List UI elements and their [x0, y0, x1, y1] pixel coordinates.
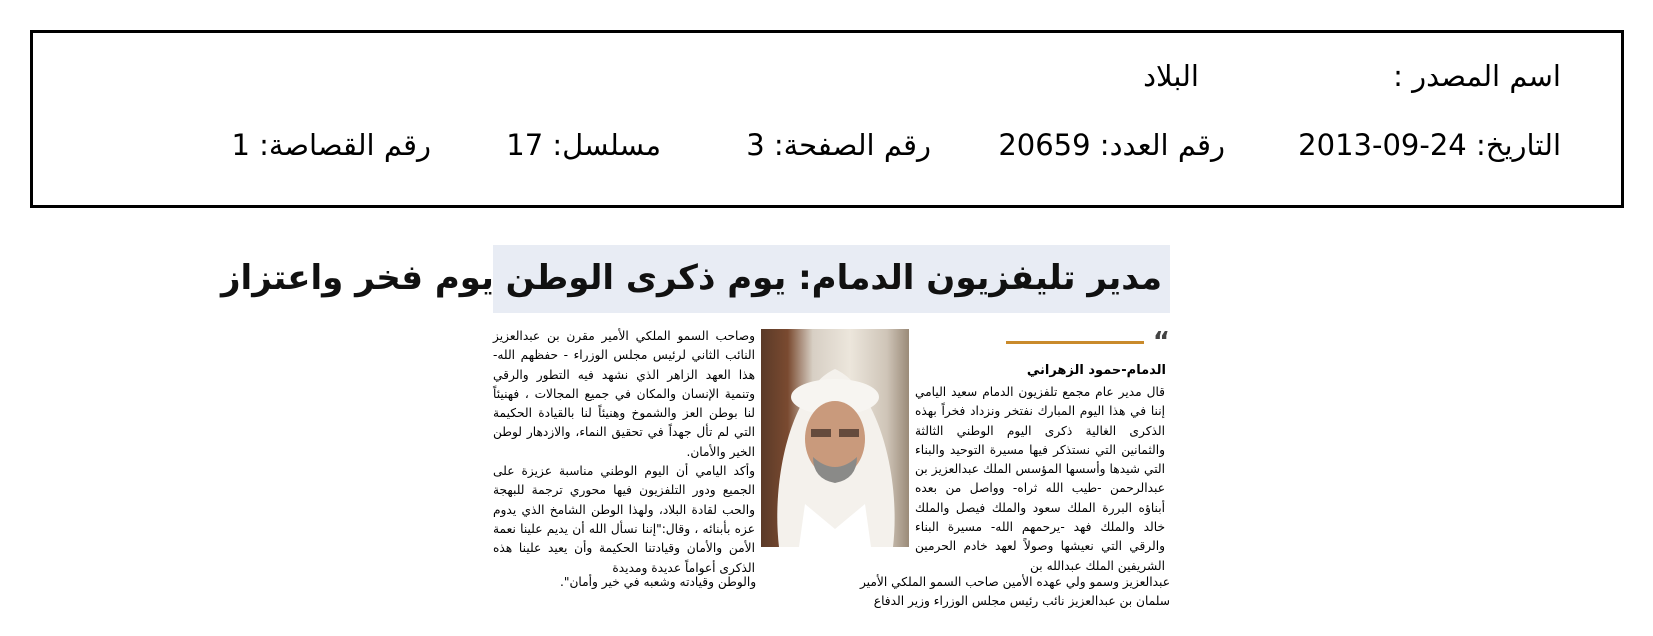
source-label: اسم المصدر : — [1393, 59, 1561, 93]
portrait-photo — [761, 329, 909, 547]
quote-rule — [1006, 341, 1144, 344]
page-number: رقم الصفحة: 3 — [746, 128, 931, 162]
clip-number: رقم القصاصة: 1 — [231, 128, 431, 162]
article-column-left — [493, 327, 755, 578]
bottom-line-1-right: عبدالعزيز وسمو ولي عهده الأمين صاحب السمو الملكي الأمير — [859, 575, 1170, 589]
issue-number: رقم العدد: 20659 — [998, 128, 1225, 162]
date-field: التاريخ: 24-09-2013 — [1298, 128, 1561, 162]
source-info-box — [30, 30, 1624, 208]
article-byline: الدمام-حمود الزهراني — [1026, 363, 1166, 378]
article-headline: مدير تليفزيون الدمام: يوم ذكرى الوطن يوم فخر واعتزاز — [220, 258, 1162, 298]
bottom-line-2: سلمان بن عبدالعزيز نائب رئيس مجلس الوزراء وزير الدفاع — [873, 594, 1170, 609]
portrait-illustration — [761, 329, 909, 547]
source-value: البلاد — [1143, 59, 1199, 93]
article-column-right — [915, 383, 1165, 576]
headline-bar — [220, 245, 1170, 313]
bottom-line-1 — [493, 573, 1170, 592]
bottom-line-1-left: والوطن وقيادته وشعبه في خير وأمان". — [559, 575, 757, 589]
article-paragraph: قال مدير عام مجمع تلفزيون الدمام سعيد اليامي إننا في هذا اليوم المبارك نفتخر ونزداد فخراً بهذه الذكرى الغالية ذكرى اليوم الوطني الثالثة والثمانين التي نستذكر فيها مسيرة التوحيد والبناء التي شيدها وأسسها المؤسس الملك عبدالعزيز بن عبدالرحمن -طيب الله ثراه- وواصل من بعده أبناؤه البررة الملك سعود والملك فيصل والملك خالد والملك فهد -يرحمهم الله- مسيرة البناء والرقي التي نعيشها وصولاً لعهد خادم الحرمين الشريفين الملك عبدالله بن — [915, 385, 1165, 573]
quote-mark: “ — [1152, 327, 1170, 357]
article-paragraph: وأكد اليامي أن اليوم الوطني مناسبة عزيزة على الجميع ودور التلفزيون فيها محوري ترجمة للبهجة والحب لقادة البلاد، ولهذا الوطن الشامخ الذي يدوم عزه بأبنائه ، وقال:"إننا نسأل الله أن يديم علينا نعمة الأمن والأمان وقيادتنا الحكيمة وأن يعيد علينا هذه الذكرى أعواماً عديدة ومديدة — [493, 464, 755, 575]
article-paragraph: وصاحب السمو الملكي الأمير مقرن بن عبدالعزيز النائب الثاني لرئيس مجلس الوزراء - حفظهم الله- هذا العهد الزاهر الذي نشهد فيه التطور والرقي وتنمية الإنسان والمكان في جميع المجالات ، فهنيئاً لنا بوطن العز والشموخ وهنيئاً لنا بالقيادة الحكيمة التي لم تأل جهداً في تحقيق النماء، والازدهار لوطن الخير والأمان. — [493, 329, 755, 459]
newspaper-clipping — [220, 245, 1170, 625]
article-bottom-lines — [493, 573, 1170, 612]
serial-number: مسلسل: 17 — [506, 128, 661, 162]
